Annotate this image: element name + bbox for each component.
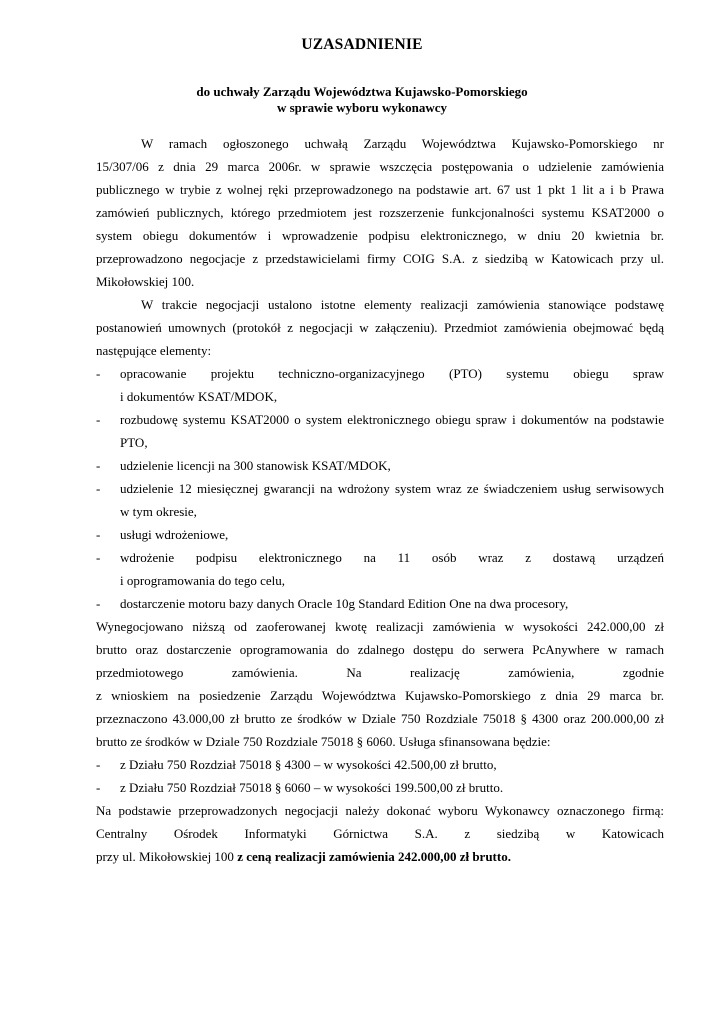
para3-line: brutto oraz dostarczenie oprogramowania do zdalnego dostępu do serwera PcAnywhere w ramach (96, 642, 664, 657)
subtitle-line-2: w sprawie wyboru wykonawcy (276, 100, 448, 115)
bullet-text: wdrożenie podpisu elektronicznego na 11 osób wraz z dostawą urządzeń (120, 550, 664, 565)
final-price-text: z ceną realizacji zamówienia 242.000,00 zł brutto. (237, 849, 511, 864)
bullet-text: PTO, (120, 435, 148, 450)
para2-line: postanowień umownych (protokół z negocjacji w załączeniu). Przedmiot zamówienia obejmować będą (96, 320, 664, 335)
para3-line: przeznaczono 43.000,00 zł brutto ze środków w Dziale 750 Rozdziale 75018 § 4300 oraz 200.000,00 zł (96, 711, 664, 726)
para1-line: zamówień publicznych, którego przedmiotem jest rozszerzenie funkcjonalności systemu KSAT2000 o (96, 205, 664, 220)
subtitle-line-1: do uchwały Zarządu Województwa Kujawsko-Pomorskiego (196, 84, 528, 99)
para3-line: Wynegocjowano niższą od zaoferowanej kwotę realizacji zamówienia w wysokości 242.000,00 zł (96, 619, 664, 634)
bullet-text: usługi wdrożeniowe, (120, 527, 229, 542)
document-title: UZASADNIENIE (301, 36, 423, 53)
para4-text: przy ul. Mikołowskiej 100 (96, 849, 238, 864)
bullet-dash: - (96, 550, 101, 565)
bullet-dash: - (96, 412, 101, 427)
para1-line: system obiegu dokumentów i wprowadzenie podpisu elektronicznego, w dniu 20 kwietnia br. (96, 228, 664, 243)
bullet-dash: - (96, 596, 101, 611)
bullet-text: opracowanie projektu techniczno-organizacyjnego (PTO) systemu obiegu spraw (120, 366, 664, 381)
funding-dash: - (96, 780, 101, 795)
bullet-text: rozbudowę systemu KSAT2000 o system elektronicznego obiegu spraw i dokumentów na podstawie (120, 412, 664, 427)
para1-line: W ramach ogłoszonego uchwałą Zarządu Województwa Kujawsko-Pomorskiego nr (141, 136, 664, 151)
bullet-dash: - (96, 366, 101, 381)
bullet-text: i oprogramowania do tego celu, (120, 573, 285, 588)
bullet-text: w tym okresie, (120, 504, 197, 519)
para1-line: publicznego w trybie z wolnej ręki przeprowadzonego na podstawie art. 67 ust 1 pkt 1 lit a i b Prawa (96, 182, 664, 197)
para3-line: z wnioskiem na posiedzenie Zarządu Województwa Kujawsko-Pomorskiego z dnia 29 marca br. (96, 688, 664, 703)
bullet-dash: - (96, 527, 101, 542)
bullet-text: i dokumentów KSAT/MDOK, (120, 389, 278, 404)
bullet-dash: - (96, 481, 101, 496)
para3-line: przedmiotowego zamówienia. Na realizację zamówienia, zgodnie (96, 665, 664, 680)
funding-dash: - (96, 757, 101, 772)
para4-line: Centralny Ośrodek Informatyki Górnictwa S.A. z siedzibą w Katowicach (96, 826, 664, 841)
para1-line: 15/307/06 z dnia 29 marca 2006r. w sprawie wszczęcia postępowania o udzielenie zamówienia (96, 159, 664, 174)
para4-line: Na podstawie przeprowadzonych negocjacji należy dokonać wyboru Wykonawcy oznaczonego firmą: (96, 803, 664, 818)
para2-line: W trakcie negocjacji ustalono istotne elementy realizacji zamówienia stanowiące podstawę (141, 297, 664, 312)
para1-line: przeprowadzono negocjacje z przedstawicielami firmy COIG S.A. z siedzibą w Katowicach przy ul. (96, 251, 664, 266)
bullet-text: dostarczenie motoru bazy danych Oracle 10g Standard Edition One na dwa procesory, (120, 596, 569, 611)
funding-item: z Działu 750 Rozdział 75018 § 6060 – w wysokości 199.500,00 zł brutto. (120, 780, 504, 795)
bullet-dash: - (96, 458, 101, 473)
bullet-text: udzielenie licencji na 300 stanowisk KSAT/MDOK, (120, 458, 391, 473)
para1-line: Mikołowskiej 100. (96, 274, 195, 289)
para2-line: następujące elementy: (96, 343, 212, 358)
para3-line: brutto ze środków w Dziale 750 Rozdziale 75018 § 6060. Usługa sfinansowana będzie: (96, 734, 551, 749)
bullet-text: udzielenie 12 miesięcznej gwarancji na wdrożony system wraz ze świadczeniem usług serwisowych (120, 481, 664, 496)
para4-line (96, 845, 664, 868)
funding-item: z Działu 750 Rozdział 75018 § 4300 – w wysokości 42.500,00 zł brutto, (120, 757, 497, 772)
